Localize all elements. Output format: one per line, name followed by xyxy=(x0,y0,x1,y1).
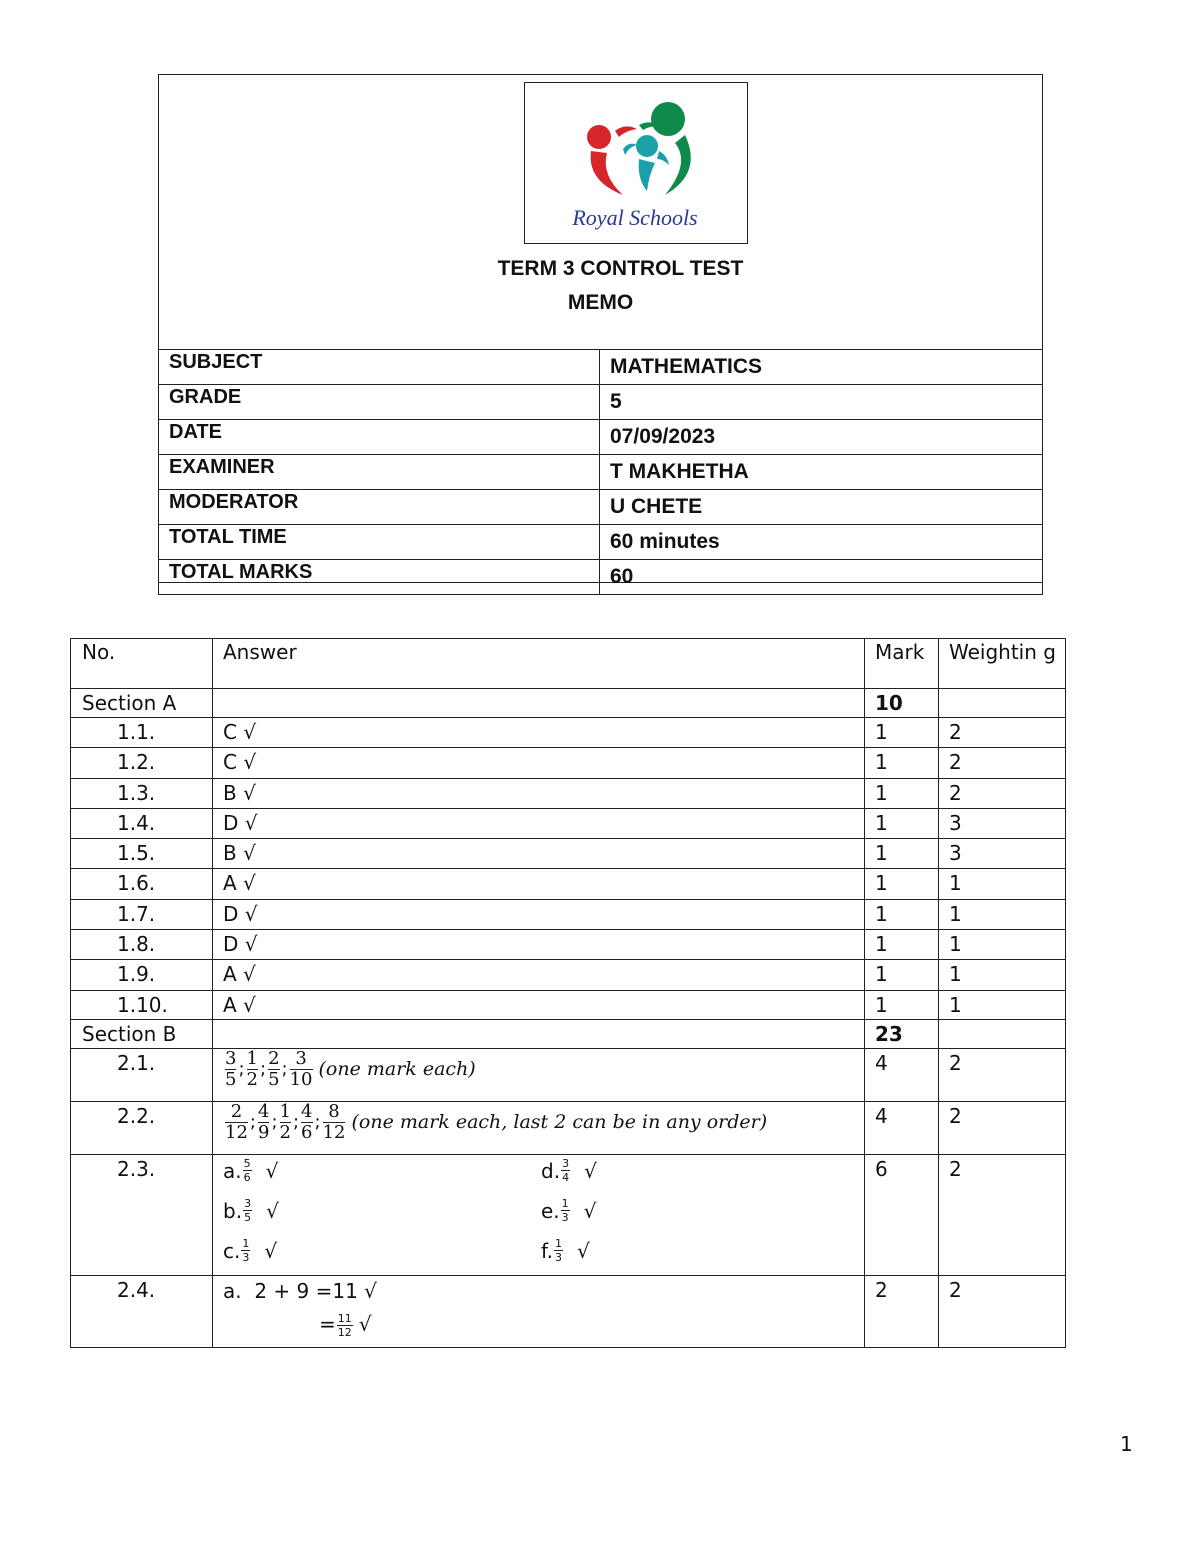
working-line: a. 2 + 9 =11 √ xyxy=(223,1278,377,1303)
weight-cell: 1 xyxy=(939,990,1066,1019)
info-value: 60 minutes xyxy=(600,525,1043,560)
question-number: 1.3. xyxy=(71,778,213,808)
info-key: MODERATOR xyxy=(159,490,600,525)
numerator: 1 xyxy=(279,1100,291,1122)
mark-cell: 1 xyxy=(865,899,939,929)
tick-mark: √ xyxy=(576,1238,590,1263)
answer-cell: A √ xyxy=(213,990,865,1019)
numerator: 1 xyxy=(242,1236,250,1250)
numerator: 1 xyxy=(561,1196,569,1210)
section-b-weight xyxy=(939,1019,1066,1048)
answer-row xyxy=(71,869,1066,899)
info-row xyxy=(159,455,1043,490)
weight-cell: 2 xyxy=(939,748,1066,778)
info-key: EXAMINER xyxy=(159,455,600,490)
tick-mark: √ xyxy=(358,1311,372,1336)
fraction xyxy=(268,1049,279,1090)
denominator: 4 xyxy=(562,1170,570,1184)
question-number: 2.2. xyxy=(71,1101,213,1154)
fraction xyxy=(258,1102,269,1143)
denominator: 2 xyxy=(246,1068,258,1090)
fraction-item xyxy=(541,1157,741,1195)
tick-mark: √ xyxy=(583,1198,597,1223)
small-fraction xyxy=(561,1157,570,1184)
section-a-weight xyxy=(939,689,1066,718)
mark-cell: 1 xyxy=(865,960,939,990)
info-row xyxy=(159,490,1043,525)
separator: ; xyxy=(249,1111,256,1133)
fraction-grid xyxy=(223,1157,854,1275)
section-b-row xyxy=(71,1019,1066,1048)
equals-sign: = xyxy=(319,1311,336,1336)
question-number: 1.7. xyxy=(71,899,213,929)
small-fraction xyxy=(337,1312,353,1339)
school-logo xyxy=(524,82,748,244)
small-fraction xyxy=(243,1197,252,1224)
denominator: 3 xyxy=(242,1250,250,1264)
question-number: 2.1. xyxy=(71,1048,213,1101)
numerator: 4 xyxy=(301,1100,313,1122)
fraction xyxy=(323,1102,346,1143)
cover-header xyxy=(158,74,1043,588)
weight-cell: 3 xyxy=(939,808,1066,838)
question-number: 1.6. xyxy=(71,869,213,899)
info-value: 60 xyxy=(600,560,1043,595)
question-number: 2.3. xyxy=(71,1154,213,1275)
marking-note: (one mark each) xyxy=(318,1058,476,1081)
numerator: 3 xyxy=(225,1047,237,1069)
denominator: 6 xyxy=(301,1121,313,1143)
weight-cell: 2 xyxy=(939,778,1066,808)
fraction-item xyxy=(541,1197,741,1235)
denominator: 6 xyxy=(243,1170,251,1184)
mark-cell: 6 xyxy=(865,1154,939,1275)
numerator: 1 xyxy=(554,1236,562,1250)
question-number: 1.5. xyxy=(71,839,213,869)
item-label: a. xyxy=(223,1158,242,1183)
small-fraction xyxy=(561,1197,570,1224)
fraction xyxy=(280,1102,291,1143)
question-number: 1.8. xyxy=(71,930,213,960)
section-b-label: Section B xyxy=(71,1019,213,1048)
mark-cell: 1 xyxy=(865,930,939,960)
separator: ; xyxy=(259,1058,267,1080)
tick-mark: √ xyxy=(264,1238,278,1263)
mark-cell: 1 xyxy=(865,808,939,838)
denominator: 12 xyxy=(322,1121,346,1143)
answer-row xyxy=(71,718,1066,748)
mark-cell: 1 xyxy=(865,839,939,869)
info-key: TOTAL TIME xyxy=(159,525,600,560)
answer-cell xyxy=(213,1275,865,1347)
fraction-answer-cell xyxy=(213,1048,865,1101)
weight-cell: 1 xyxy=(939,930,1066,960)
question-number: 1.2. xyxy=(71,748,213,778)
info-row xyxy=(159,385,1043,420)
page-number: 1 xyxy=(1120,1432,1133,1456)
test-info-table xyxy=(158,349,1043,595)
info-key: TOTAL MARKS xyxy=(159,560,600,595)
fraction xyxy=(301,1102,312,1143)
denominator: 12 xyxy=(337,1325,352,1339)
info-row xyxy=(159,420,1043,455)
mark-cell: 1 xyxy=(865,990,939,1019)
answer-cell: C √ xyxy=(213,748,865,778)
question-number: 1.1. xyxy=(71,718,213,748)
weight-cell: 2 xyxy=(939,1048,1066,1101)
section-a-mark: 10 xyxy=(865,689,939,718)
weight-cell: 1 xyxy=(939,899,1066,929)
numerator: 3 xyxy=(562,1156,570,1170)
answer-row xyxy=(71,839,1066,869)
answer-row-q2-1 xyxy=(71,1048,1066,1101)
tick-mark: √ xyxy=(266,1198,279,1223)
denominator: 2 xyxy=(279,1121,291,1143)
weight-cell: 1 xyxy=(939,869,1066,899)
tick-mark: √ xyxy=(584,1158,597,1183)
memo-header-row xyxy=(71,639,1066,689)
answer-cell: D √ xyxy=(213,808,865,838)
denominator: 10 xyxy=(289,1068,313,1090)
separator: ; xyxy=(238,1058,245,1080)
mark-cell: 2 xyxy=(865,1275,939,1347)
fraction-answer-cell xyxy=(213,1154,865,1275)
result-line xyxy=(223,1310,854,1339)
denominator: 5 xyxy=(268,1068,280,1090)
question-number: 1.9. xyxy=(71,960,213,990)
answer-row-q2-2 xyxy=(71,1101,1066,1154)
separator: ; xyxy=(314,1111,321,1133)
fraction xyxy=(225,1049,236,1090)
answer-cell: A √ xyxy=(213,869,865,899)
numerator: 4 xyxy=(257,1100,270,1122)
numerator: 2 xyxy=(225,1102,248,1123)
info-key: SUBJECT xyxy=(159,350,600,385)
memo-table xyxy=(70,638,1066,1348)
info-value: MATHEMATICS xyxy=(600,350,1043,385)
section-b-answer xyxy=(213,1019,865,1048)
item-label: c. xyxy=(223,1238,241,1263)
numerator: 2 xyxy=(268,1047,280,1069)
info-row xyxy=(159,525,1043,560)
fraction xyxy=(247,1049,258,1090)
numerator: 1 xyxy=(246,1047,258,1069)
col-header-weighting: Weightin g xyxy=(939,639,1066,689)
info-key: DATE xyxy=(159,420,600,455)
section-a-answer xyxy=(213,689,865,718)
mark-cell: 1 xyxy=(865,869,939,899)
weight-cell: 2 xyxy=(939,1154,1066,1275)
section-a-row xyxy=(71,689,1066,718)
marking-note: (one mark each, last 2 can be in any order) xyxy=(351,1111,768,1134)
answer-row xyxy=(71,960,1066,990)
numerator: 8 xyxy=(323,1102,346,1123)
col-header-no: No. xyxy=(71,639,213,689)
separator: ; xyxy=(281,1058,288,1080)
answer-cell: D √ xyxy=(213,899,865,929)
info-key: GRADE xyxy=(159,385,600,420)
fraction-item xyxy=(223,1197,541,1235)
mark-cell: 4 xyxy=(865,1048,939,1101)
denominator: 3 xyxy=(554,1250,562,1264)
answer-cell: A √ xyxy=(213,960,865,990)
section-b-mark: 23 xyxy=(865,1019,939,1048)
answer-row xyxy=(71,930,1066,960)
fraction xyxy=(225,1102,248,1143)
item-label: e. xyxy=(541,1198,560,1223)
info-value: 5 xyxy=(600,385,1043,420)
numerator: 3 xyxy=(244,1196,252,1210)
weight-cell: 2 xyxy=(939,718,1066,748)
item-label: d. xyxy=(541,1158,561,1183)
weight-cell: 1 xyxy=(939,960,1066,990)
answer-row xyxy=(71,778,1066,808)
answer-cell: B √ xyxy=(213,778,865,808)
answer-row xyxy=(71,748,1066,778)
mark-cell: 1 xyxy=(865,778,939,808)
fraction-item xyxy=(223,1237,541,1275)
numerator: 5 xyxy=(243,1156,251,1170)
info-row xyxy=(159,350,1043,385)
answer-cell: D √ xyxy=(213,930,865,960)
col-header-mark: Mark xyxy=(865,639,939,689)
logo-text: Royal Schools xyxy=(572,205,698,230)
mark-cell: 1 xyxy=(865,718,939,748)
section-a-label: Section A xyxy=(71,689,213,718)
fraction xyxy=(290,1049,313,1090)
tick-mark: √ xyxy=(265,1158,279,1183)
mark-cell: 4 xyxy=(865,1101,939,1154)
info-value: 07/09/2023 xyxy=(600,420,1043,455)
fraction-item xyxy=(223,1157,541,1195)
question-number: 1.10. xyxy=(71,990,213,1019)
denominator: 9 xyxy=(257,1121,270,1143)
item-label: b. xyxy=(223,1198,243,1223)
info-value: T MAKHETHA xyxy=(600,455,1043,490)
info-value: U CHETE xyxy=(600,490,1043,525)
answer-row xyxy=(71,899,1066,929)
numerator: 11 xyxy=(337,1311,352,1325)
answer-cell: C √ xyxy=(213,718,865,748)
small-fraction xyxy=(554,1237,563,1264)
answer-row xyxy=(71,990,1066,1019)
small-fraction xyxy=(243,1157,252,1184)
item-label: f. xyxy=(541,1238,553,1263)
denominator: 3 xyxy=(561,1210,569,1224)
test-subtitle: MEMO xyxy=(567,291,634,314)
answer-row-q2-3 xyxy=(71,1154,1066,1275)
denominator: 12 xyxy=(225,1121,248,1143)
answer-row-q2-4 xyxy=(71,1275,1066,1347)
numerator: 3 xyxy=(290,1049,313,1070)
question-number: 2.4. xyxy=(71,1275,213,1347)
answer-cell: B √ xyxy=(213,839,865,869)
weight-cell: 2 xyxy=(939,1101,1066,1154)
col-header-answer: Answer xyxy=(213,639,865,689)
small-fraction xyxy=(241,1237,250,1264)
fraction-item xyxy=(541,1237,741,1275)
info-row xyxy=(159,560,1043,595)
weight-cell: 3 xyxy=(939,839,1066,869)
royal-schools-logo-icon xyxy=(525,83,746,242)
question-number: 1.4. xyxy=(71,808,213,838)
fraction-answer-cell xyxy=(213,1101,865,1154)
separator: ; xyxy=(292,1111,300,1133)
separator: ; xyxy=(271,1111,278,1133)
denominator: 5 xyxy=(244,1210,252,1224)
test-title: TERM 3 CONTROL TEST xyxy=(497,257,744,280)
mark-cell: 1 xyxy=(865,748,939,778)
denominator: 5 xyxy=(225,1068,237,1090)
weight-cell: 2 xyxy=(939,1275,1066,1347)
answer-row xyxy=(71,808,1066,838)
